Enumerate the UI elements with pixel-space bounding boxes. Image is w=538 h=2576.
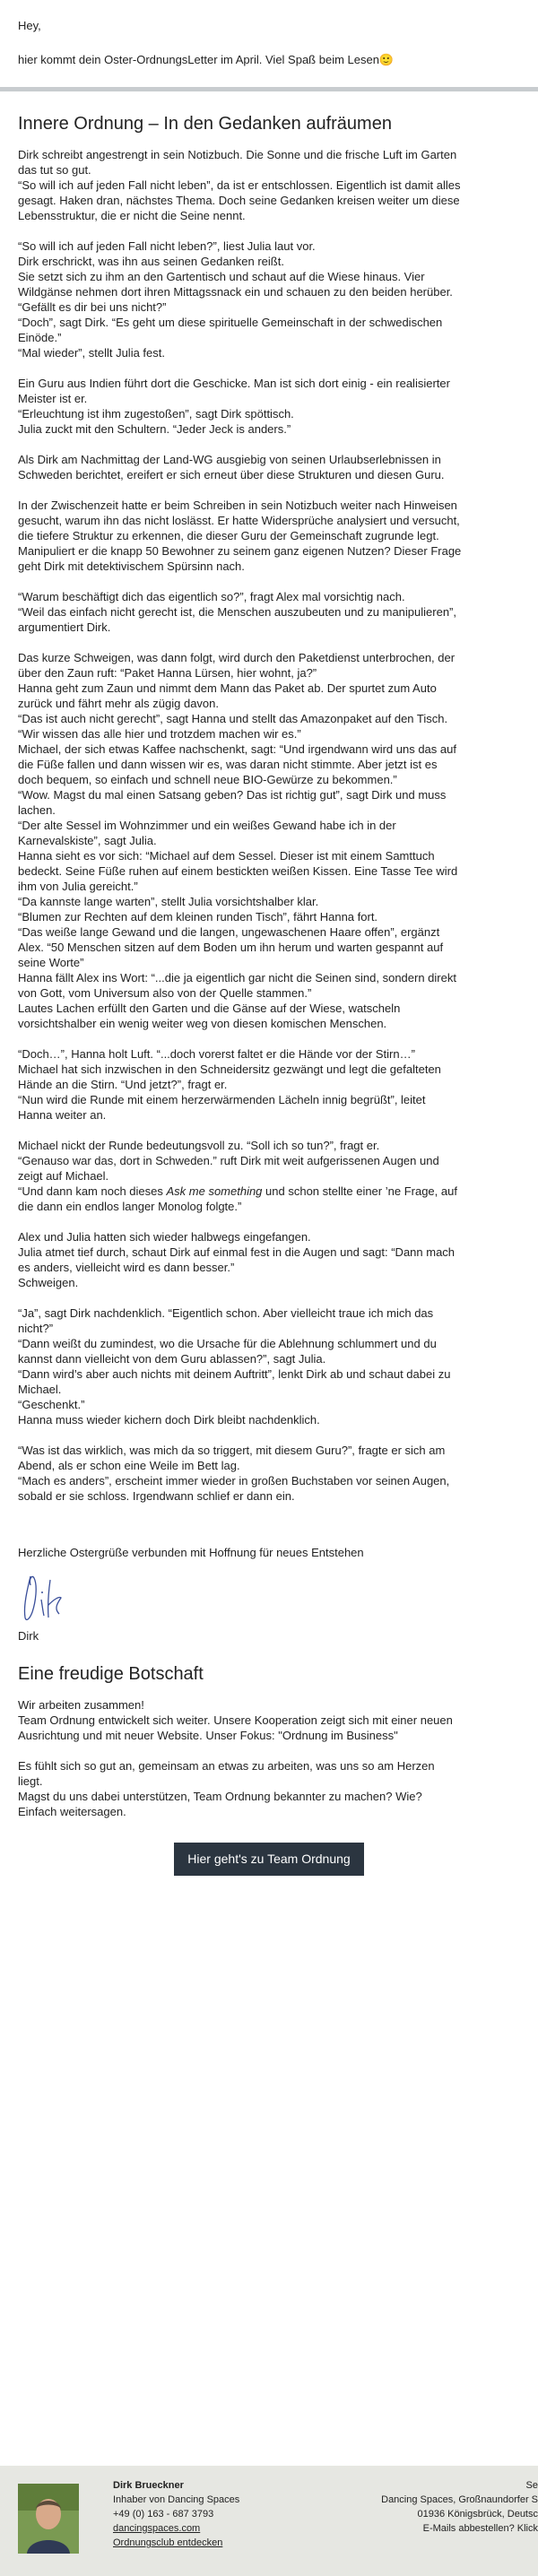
article-line: “Ja”, sagt Dirk nachdenklich. “Eigentlich schon. Aber vielleicht traue ich mich das xyxy=(18,1306,434,1320)
article-line: “Genauso war das, dort in Schweden.” ruft Dirk mit weit aufgerissenen Augen und xyxy=(18,1154,439,1167)
message-paragraph xyxy=(18,1758,520,1819)
article-line: Alex und Julia hatten sich wieder halbwegs eingefangen. xyxy=(18,1230,311,1244)
greeting: Hey, xyxy=(18,19,41,32)
article-line: das tut so gut. xyxy=(18,163,91,177)
team-ordnung-button[interactable]: Hier geht's zu Team Ordnung xyxy=(174,1843,363,1876)
article-line: geht Dirk mit detektivischem Spürsinn nach. xyxy=(18,559,245,573)
article-line: nicht?” xyxy=(18,1322,54,1335)
article-line: es anders, vielleicht wird es dann besser.” xyxy=(18,1261,235,1274)
article-line: Ein Guru aus Indien führt dort die Geschicke. Man ist sich dort einig - ein realisierter xyxy=(18,377,450,390)
article-line: “Weil das einfach nicht gerecht ist, die Menschen auszubeuten und zu manipulieren”, xyxy=(18,605,456,619)
footer-right-3: 01936 Königsbrück, Deutsc xyxy=(417,2509,538,2520)
article-line: Dirk schreibt angestrengt in sein Notizbuch. Die Sonne und die frische Luft im Garten xyxy=(18,148,457,161)
article-line: “Da kannste lange warten”, stellt Julia vorsichtshalber klar. xyxy=(18,895,319,908)
article-line: Hanna muss wieder kichern doch Dirk bleibt nachdenklich. xyxy=(18,1413,320,1427)
footer-name: Dirk Brueckner xyxy=(113,2480,184,2491)
article-line: Hanna geht zum Zaun und nimmt dem Mann das Paket ab. Der spurtet zum Auto xyxy=(18,681,437,695)
signature-name: Dirk xyxy=(18,1629,39,1643)
article-line: von Gott, vom Universum also von der Quelle stammen.” xyxy=(18,986,312,1000)
article-line: In der Zwischenzeit hatte er beim Schreiben in sein Notizbuch weiter nach Hinweisen xyxy=(18,499,457,512)
article-body xyxy=(18,147,520,1504)
article-line: “Wow. Magst du mal einen Satsang geben? Das ist richtig gut”, sagt Dirk und muss xyxy=(18,788,447,802)
article-line: Manipuliert er die knapp 50 Bewohner zu seinem ganz eigenen Nutzen? Dieser Frage xyxy=(18,544,462,558)
article-line: argumentiert Dirk. xyxy=(18,620,111,634)
article-paragraph xyxy=(18,498,520,574)
article-line: lachen. xyxy=(18,803,56,817)
article-line: sobald er sie schloss. Irgendwann schlief er dann ein. xyxy=(18,1489,295,1503)
footer xyxy=(0,2466,538,2576)
article-line: “Mal wieder”, stellt Julia fest. xyxy=(18,346,165,360)
article-line: Michael. xyxy=(18,1383,62,1396)
article-line: Hanna weiter an. xyxy=(18,1108,107,1122)
article-line: Alex. “50 Menschen sitzen auf dem Boden um ihn herum und warten gespannt auf xyxy=(18,941,444,954)
article-line: Michael, der sich etwas Kaffee nachschenkt, sagt: “Und irgendwann wird uns das auf xyxy=(18,742,456,756)
article-line: zeigt auf Michael. xyxy=(18,1169,109,1183)
article-line: Das kurze Schweigen, was dann folgt, wird durch den Paketdienst unterbrochen, der xyxy=(18,651,456,664)
article-line: Hände an die Stirn. “Und jetzt?”, fragt er. xyxy=(18,1078,228,1091)
website-link[interactable]: dancingspaces.com xyxy=(113,2523,201,2534)
article-line: ihm von Julia gereicht.” xyxy=(18,880,138,893)
article-line: Julia atmet tief durch, schaut Dirk auf einmal fest in die Augen und sagt: “Dann mach xyxy=(18,1245,456,1259)
avatar-photo xyxy=(18,2484,79,2554)
article-line: Michael hat sich inzwischen in den Schneidersitz gezwängt und legt die gefalteten xyxy=(18,1062,441,1076)
article-line: “Mach es anders”, erscheint immer wieder in großen Buchstaben vor seinen Augen, xyxy=(18,1474,450,1487)
article-line: “Nun wird die Runde mit einem herzerwärmenden Lächeln innig begrüßt”, leitet xyxy=(18,1093,426,1106)
article-line: Julia zuckt mit den Schultern. “Jeder Jeck is anders.” xyxy=(18,422,291,436)
footer-phone: +49 (0) 163 - 687 3793 xyxy=(113,2509,214,2520)
club-link[interactable]: Ordnungsclub entdecken xyxy=(113,2537,223,2548)
article-line: gesagt. Haken dran, nächstes Thema. Doch seine Gedanken kreisen weiter um diese xyxy=(18,194,460,207)
article-line: doch bequem, so einfach und schnell neue BIO-Gewürze zu bekommen.” xyxy=(18,773,397,786)
article-line: “Erleuchtung ist ihm zugestoßen”, sagt Dirk spöttisch. xyxy=(18,407,294,421)
article-paragraph xyxy=(18,1138,520,1214)
article-line: Lautes Lachen erfüllt den Garten und die Gänse auf der Wiese, watscheln xyxy=(18,1002,401,1015)
article-line: Sie setzt sich zu ihm an den Gartentisch und schaut auf die Wiese hinaus. Vier xyxy=(18,270,425,283)
message-line: liegt. xyxy=(18,1774,43,1788)
footer-address xyxy=(296,2478,538,2536)
article-line: Karnevalskiste”, sagt Julia. xyxy=(18,834,157,847)
message-line: Einfach weitersagen. xyxy=(18,1805,126,1818)
article-line: zurück und fährt mehr als zügig davon. xyxy=(18,697,220,710)
message-line: Es fühlt sich so gut an, gemeinsam an etwas zu arbeiten, was uns so am Herzen xyxy=(18,1759,435,1773)
article-line: “Blumen zur Rechten auf dem kleinen runden Tisch”, fährt Hanna fort. xyxy=(18,910,378,924)
message-line: Magst du uns dabei unterstützen, Team Ordnung bekannter zu machen? Wie? xyxy=(18,1790,422,1803)
footer-right-2: Dancing Spaces, Großnaundorfer S xyxy=(381,2494,538,2505)
signature xyxy=(18,1573,520,1644)
article xyxy=(0,113,538,1876)
article-line: Schweden berichtet, ereifert er sich erneut über diese Strukturen und diesen Guru. xyxy=(18,468,445,481)
article-paragraph xyxy=(18,1305,520,1427)
article-line: über den Zaun ruft: “Paket Hanna Lürsen, hier wohnt, ja?” xyxy=(18,666,317,680)
message-body xyxy=(18,1697,520,1819)
article-line: seine Worte” xyxy=(18,956,84,969)
article-line: “Dann wird’s aber auch nichts mit deinem Auftritt”, lenkt Dirk ab und schaut dabei zu xyxy=(18,1367,451,1381)
article-line: vorsichtshalber ein wenig weiter weg von diesen komischen Menschen. xyxy=(18,1017,387,1030)
article-line: die dann ein endlos langer Monolog folgte.” xyxy=(18,1200,242,1213)
article-line: “Warum beschäftigt dich das eigentlich so?”, fragt Alex mal vorsichtig nach. xyxy=(18,590,405,603)
avatar xyxy=(18,2484,79,2554)
article-paragraph xyxy=(18,1229,520,1290)
article-line: “Doch…”, Hanna holt Luft. “...doch vorerst faltet er die Hände vor der Stirn…” xyxy=(18,1047,415,1061)
article-line: “So will ich auf jeden Fall nicht leben?”, liest Julia laut vor. xyxy=(18,239,316,253)
article-line: Dirk erschrickt, was ihn aus seinen Gedanken reißt. xyxy=(18,255,284,268)
article-line: “Der alte Sessel im Wohnzimmer und ein weißes Gewand habe ich in der xyxy=(18,819,396,832)
italic-phrase: Ask me something xyxy=(166,1184,263,1198)
article-paragraph xyxy=(18,147,520,223)
message-line: Ausrichtung und mit neuer Website. Unser Fokus: "Ordnung im Business" xyxy=(18,1729,398,1742)
article-line: Hanna sieht es vor sich: “Michael auf dem Sessel. Dieser ist mit einem Samttuch xyxy=(18,849,435,863)
unsubscribe-link[interactable]: E-Mails abbestellen? Klick xyxy=(422,2523,538,2534)
article-paragraph xyxy=(18,1443,520,1504)
article-paragraph xyxy=(18,1046,520,1123)
article-line: gesucht, warum ihn das nicht loslässt. Er hatte Widersprüche analysiert und versucht, xyxy=(18,514,460,527)
article-line: “Was ist das wirklich, was mich da so triggert, mit diesem Guru?”, fragte er sich am xyxy=(18,1444,446,1457)
footer-role: Inhaber von Dancing Spaces xyxy=(113,2494,240,2505)
article-line: Einöde.” xyxy=(18,331,62,344)
intro xyxy=(0,0,538,67)
divider xyxy=(0,87,538,91)
article-line: Abend, als er schon eine Weile im Bett lag. xyxy=(18,1459,240,1472)
article-line: kannst dann vielleicht von dem Guru ablassen?”, sagt Julia. xyxy=(18,1352,326,1366)
article-line: bedeckt. Seine Füße ruhen auf einem bestickten weißen Kissen. Eine Tasse Tee wird xyxy=(18,864,458,878)
article-line: “Das ist auch nicht gerecht”, sagt Hanna und stellt das Amazonpaket auf den Tisch. xyxy=(18,712,448,725)
closing-greeting: Herzliche Ostergrüße verbunden mit Hoffnung für neues Entstehen xyxy=(18,1546,364,1559)
article-title: Innere Ordnung – In den Gedanken aufräumen xyxy=(18,114,392,134)
article-paragraph xyxy=(18,239,520,360)
message-title: Eine freudige Botschaft xyxy=(18,1664,204,1684)
article-paragraph xyxy=(18,452,520,482)
cta-wrap xyxy=(18,1843,520,1876)
article-line: Wildgänse nehmen dort ihren Mittagssnack ein und schauen zu den beiden herüber. xyxy=(18,285,453,299)
article-line: “Dann weißt du zumindest, wo die Ursache für die Ablehnung schlummert und du xyxy=(18,1337,437,1350)
article-line: Meister ist er. xyxy=(18,392,88,405)
article-line: die tiefere Struktur zu erkennen, die dieser Guru der Gemeinschaft zugrunde legt. xyxy=(18,529,439,542)
article-paragraph xyxy=(18,589,520,635)
footer-contact xyxy=(113,2478,239,2550)
article-line: “Das weiße lange Gewand und die langen, ungewaschenen Haare offen”, ergänzt xyxy=(18,925,440,939)
article-line: “Geschenkt.” xyxy=(18,1398,85,1411)
article-line: Schweigen. xyxy=(18,1276,79,1289)
article-line: “So will ich auf jeden Fall nicht leben”, da ist er entschlossen. Eigentlich ist damit alles xyxy=(18,178,461,192)
article-line: “Doch”, sagt Dirk. “Es geht um diese spirituelle Gemeinschaft in der schwedischen xyxy=(18,316,443,329)
signature-image xyxy=(18,1573,81,1625)
article-line: Lebensstruktur, die er nicht die Seine nennt. xyxy=(18,209,246,222)
article-line: “Wir wissen das alle hier und trotzdem machen wir es.” xyxy=(18,727,301,741)
article-line: “Und dann kam noch dieses Ask me something und schon stellte einer ’ne Frage, auf xyxy=(18,1184,457,1198)
intro-line: hier kommt dein Oster-OrdnungsLetter im April. Viel Spaß beim Lesen🙂 xyxy=(18,53,395,66)
message-paragraph xyxy=(18,1697,520,1743)
article-line: Als Dirk am Nachmittag der Land-WG ausgiebig von seinen Urlaubserlebnissen in xyxy=(18,453,441,466)
article-paragraph xyxy=(18,650,520,1031)
footer-right-1: Se xyxy=(525,2480,538,2491)
article-line: Hanna fällt Alex ins Wort: “...die ja eigentlich gar nicht die Seinen sind, sondern direkt xyxy=(18,971,456,984)
article-line: die Füße fallen und dann wissen wir es, was daran nicht stimmte. Aber jetzt ist es xyxy=(18,758,438,771)
article-paragraph xyxy=(18,376,520,437)
article-line: Michael nickt der Runde bedeutungsvoll zu. “Soll ich so tun?”, fragt er. xyxy=(18,1139,380,1152)
message-line: Team Ordnung entwickelt sich weiter. Unsere Kooperation zeigt sich mit einer neuen xyxy=(18,1713,453,1727)
article-line: “Gefällt es dir bei uns nicht?” xyxy=(18,300,167,314)
message-line: Wir arbeiten zusammen! xyxy=(18,1698,144,1712)
